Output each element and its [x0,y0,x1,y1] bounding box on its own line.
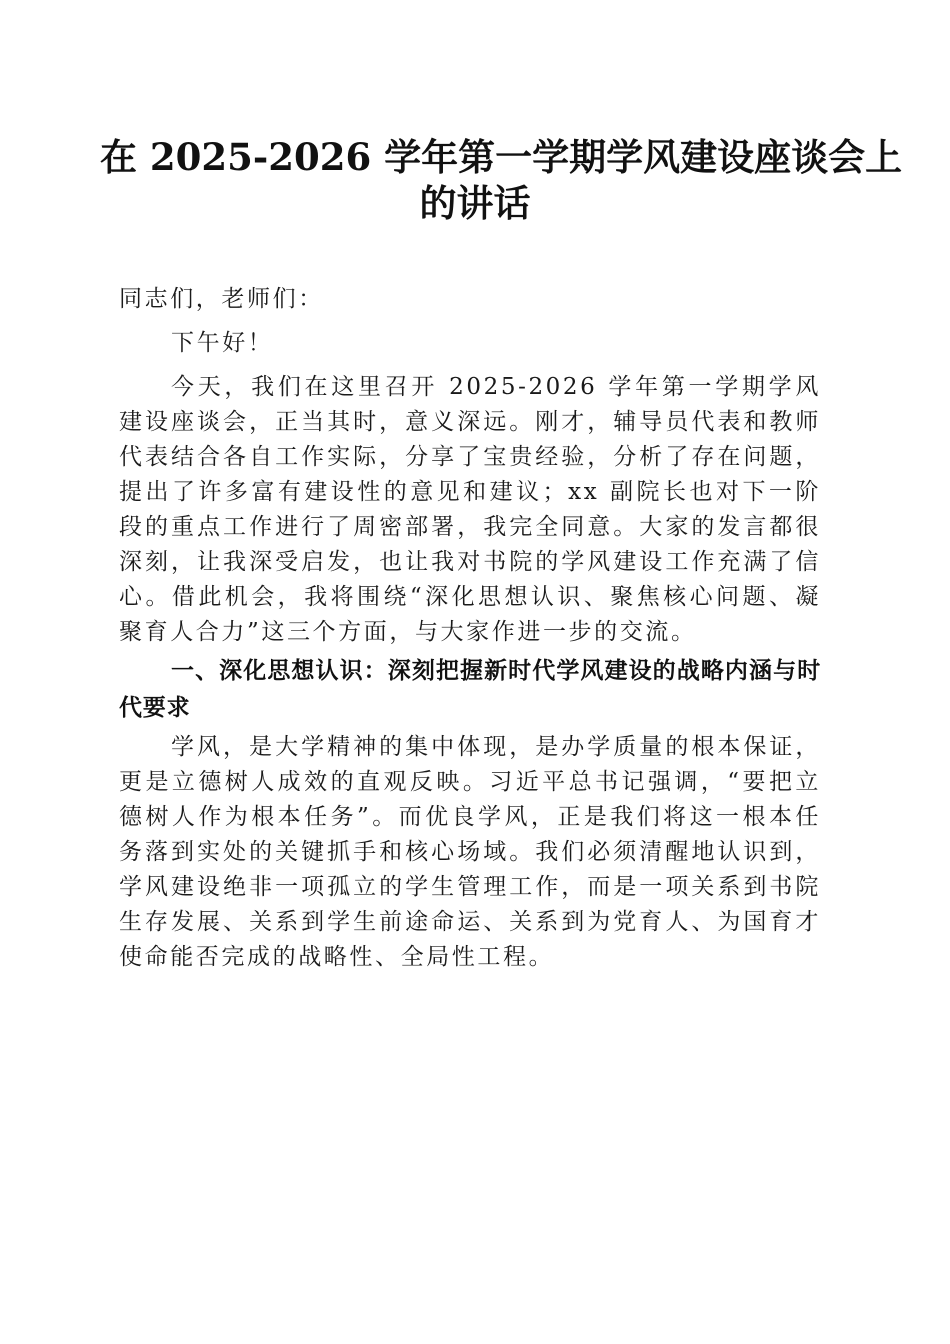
salutation: 同志们，老师们： [119,286,324,312]
speech-body [119,282,821,975]
title-line-2: 的讲话 [419,181,531,225]
section-heading-1: 一、深化思想认识：深刻把握新时代学风建设的战略内涵与时代要求 [119,658,821,721]
opening-paragraph: 今天，我们在这里召开 2025-2026 学年第一学期学风建设座谈会，正当其时，意义深远。刚才，辅导员代表和教师代表结合各自工作实际，分享了宝贵经验，分析了存在问题，提出了许多富有建设性的意见和建议；xx 副院长也对下一阶段的重点工作进行了周密部署，我完全同意。大家的发言都很深刻，让我深受启发，也让我对书院的学风建设工作充满了信心。借此机会，我将围绕“深化思想认识、聚焦核心问题、凝聚育人合力”这三个方面，与大家作进一步的交流。 [119,374,821,645]
greeting: 下午好！ [171,330,274,356]
section-1-paragraph: 学风，是大学精神的集中体现，是办学质量的根本保证，更是立德树人成效的直观反映。习近平总书记强调，“要把立德树人作为根本任务”。而优良学风，正是我们将这一根本任务落到实处的关键抓手和核心场域。我们必须清醒地认识到，学风建设绝非一项孤立的学生管理工作，而是一项关系到书院生存发展、关系到学生前途命运、关系到为党育人、为国育才使命能否完成的战略性、全局性工程。 [119,734,821,970]
title-line-1: 在 2025-2026 学年第一学期学风建设座谈会上 [100,135,903,179]
speech-title [100,134,903,226]
